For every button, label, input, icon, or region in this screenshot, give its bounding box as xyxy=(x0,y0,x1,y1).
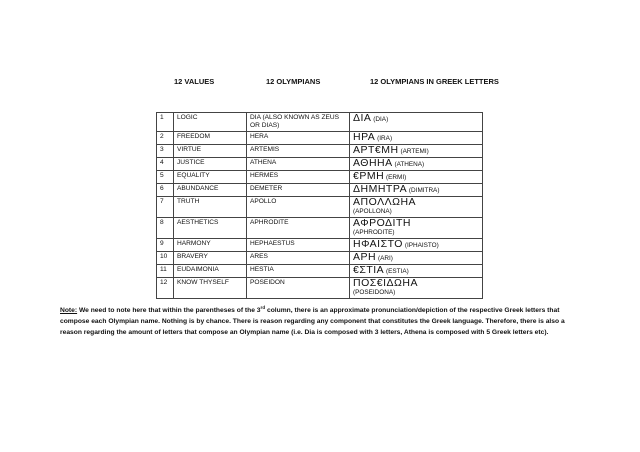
pronunciation: (ARI) xyxy=(377,255,393,262)
greek-letters: ΔΙΑ xyxy=(353,112,372,124)
olympian-cell: HERA xyxy=(247,132,350,145)
greek-cell xyxy=(350,265,483,278)
pronunciation: (DIMITRA) xyxy=(408,187,440,194)
pronunciation: (ERMI) xyxy=(386,174,407,181)
header-olympians: 12 OLYMPIANS xyxy=(266,77,321,86)
greek-letters: €ΡΜΗ xyxy=(353,170,385,182)
olympian-cell: DIA (ALSO KNOWN AS ZEUS OR DIAS) xyxy=(247,113,350,132)
value-cell: BRAVERY xyxy=(174,252,247,265)
greek-letters: ΑΦΡΟΔΙΤΗ xyxy=(353,217,411,229)
table-row xyxy=(157,278,483,299)
olympian-cell: APHRODITE xyxy=(247,218,350,239)
value-cell: KNOW THYSELF xyxy=(174,278,247,299)
greek-letters: ΠΟΣ€ΙΔΩΗΑ xyxy=(353,277,418,289)
row-number: 3 xyxy=(157,145,174,158)
olympian-cell: ATHENA xyxy=(247,158,350,171)
value-cell: JUSTICE xyxy=(174,158,247,171)
value-cell: EQUALITY xyxy=(174,171,247,184)
greek-letters: €ΣΤΙΑ xyxy=(353,264,385,276)
table-row xyxy=(157,197,483,218)
header-values: 12 VALUES xyxy=(174,77,215,86)
pronunciation: (APHRODITE) xyxy=(353,229,395,236)
row-number: 10 xyxy=(157,252,174,265)
row-number: 11 xyxy=(157,265,174,278)
olympian-cell: APOLLO xyxy=(247,197,350,218)
table-row xyxy=(157,218,483,239)
greek-cell xyxy=(350,197,483,218)
greek-cell xyxy=(350,158,483,171)
values-table xyxy=(156,112,483,299)
pronunciation: (ARTEMI) xyxy=(400,148,429,155)
pronunciation: (APOLLONA) xyxy=(353,208,392,215)
greek-letters: ΑΘΗΗΑ xyxy=(353,157,393,169)
olympian-cell: HEPHAESTUS xyxy=(247,239,350,252)
greek-cell xyxy=(350,132,483,145)
table-row xyxy=(157,265,483,278)
note-label: Note: xyxy=(60,307,78,314)
note-superscript: rd xyxy=(260,305,266,310)
row-number: 9 xyxy=(157,239,174,252)
note-text-before: We need to note here that within the parentheses of the 3 xyxy=(77,307,261,314)
row-number: 6 xyxy=(157,184,174,197)
olympian-cell: POSEIDON xyxy=(247,278,350,299)
greek-cell xyxy=(350,239,483,252)
table-row xyxy=(157,113,483,132)
olympian-cell: HERMES xyxy=(247,171,350,184)
value-cell: ABUNDANCE xyxy=(174,184,247,197)
value-cell: LOGIC xyxy=(174,113,247,132)
row-number: 7 xyxy=(157,197,174,218)
olympian-cell: ARTEMIS xyxy=(247,145,350,158)
column-headers xyxy=(0,77,640,91)
pronunciation: (DIA) xyxy=(373,116,389,123)
table-row xyxy=(157,158,483,171)
value-cell: AESTHETICS xyxy=(174,218,247,239)
note-text-after: column, there is an approximate pronunciation/depiction of the respective Greek letters that compose each Olympian name. Nothing is by chance. There is reason regarding any component that constitutes the Greek language. Therefore, there is also a reason regarding the amount of letters that compose an Olympian name (i.e. Dia is composed with 3 letters, Athena is composed with 5 Greek letters etc). xyxy=(60,307,565,336)
greek-cell xyxy=(350,113,483,132)
greek-letters: ΑΡΗ xyxy=(353,251,377,263)
greek-letters: ΗΦΑΙΣΤΟ xyxy=(353,238,403,250)
row-number: 2 xyxy=(157,132,174,145)
greek-cell xyxy=(350,278,483,299)
pronunciation: (ESTIA) xyxy=(386,268,409,275)
value-cell: FREEDOM xyxy=(174,132,247,145)
row-number: 5 xyxy=(157,171,174,184)
olympian-cell: DEMETER xyxy=(247,184,350,197)
header-greek-letters: 12 OLYMPIANS IN GREEK LETTERS xyxy=(370,77,499,86)
table-row xyxy=(157,239,483,252)
greek-letters: ΗΡΑ xyxy=(353,131,376,143)
greek-letters: ΑΡΤ€ΜΗ xyxy=(353,144,399,156)
value-cell: EUDAIMONIA xyxy=(174,265,247,278)
greek-cell xyxy=(350,171,483,184)
pronunciation: (IRA) xyxy=(377,135,393,142)
greek-letters: ΔΗΜΗΤΡΑ xyxy=(353,183,408,195)
row-number: 4 xyxy=(157,158,174,171)
table-row xyxy=(157,145,483,158)
greek-cell xyxy=(350,218,483,239)
value-cell: TRUTH xyxy=(174,197,247,218)
greek-cell xyxy=(350,184,483,197)
row-number: 12 xyxy=(157,278,174,299)
note-paragraph xyxy=(60,305,580,338)
greek-cell xyxy=(350,145,483,158)
table-row xyxy=(157,132,483,145)
row-number: 8 xyxy=(157,218,174,239)
value-cell: HARMONY xyxy=(174,239,247,252)
pronunciation: (ATHENA) xyxy=(394,161,425,168)
olympian-cell: HESTIA xyxy=(247,265,350,278)
table-row xyxy=(157,171,483,184)
table-row xyxy=(157,184,483,197)
pronunciation: (IPHAISTO) xyxy=(404,242,439,249)
greek-cell xyxy=(350,252,483,265)
pronunciation: (POSEIDONA) xyxy=(353,289,396,296)
greek-letters: ΑΠΟΛΛΩΗΑ xyxy=(353,196,417,208)
value-cell: VIRTUE xyxy=(174,145,247,158)
table-row xyxy=(157,252,483,265)
olympian-cell: ARES xyxy=(247,252,350,265)
row-number: 1 xyxy=(157,113,174,132)
